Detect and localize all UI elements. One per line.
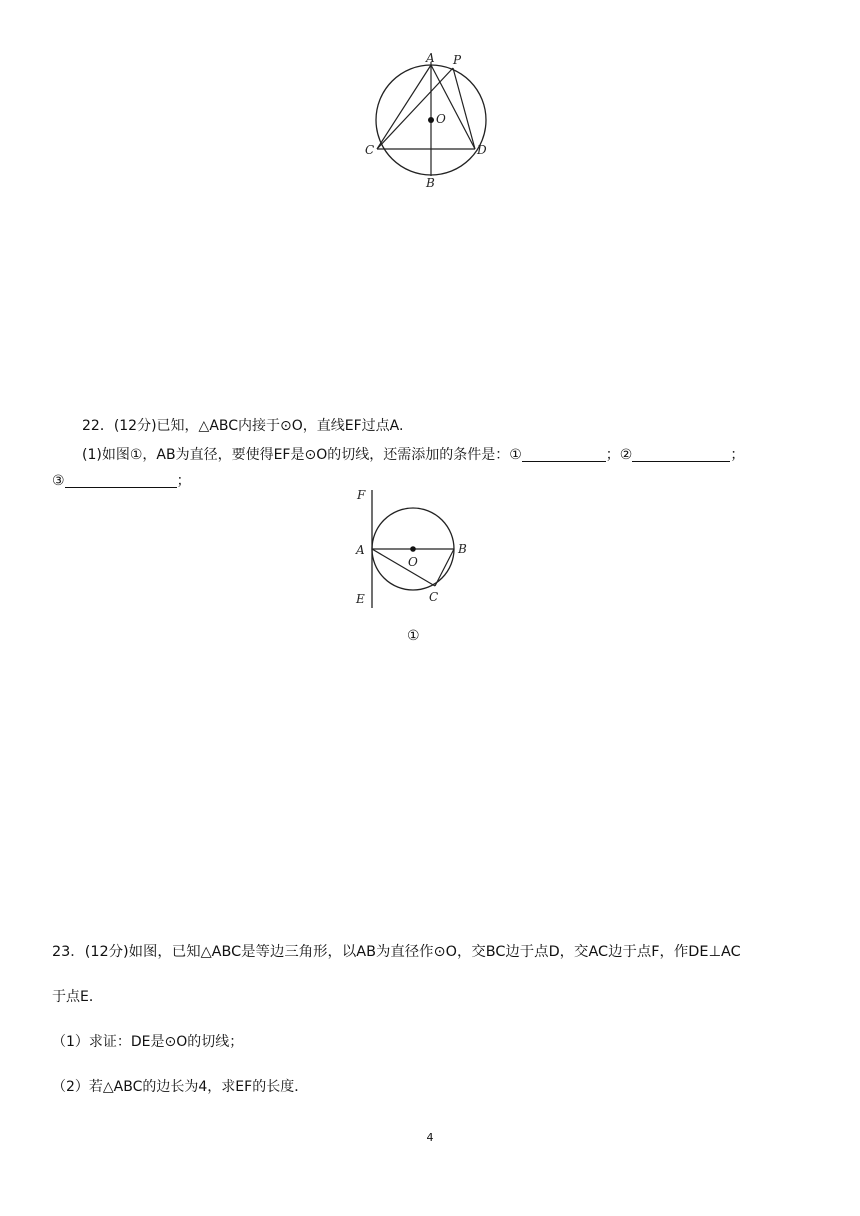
circle-figure-mid [350, 485, 480, 615]
q22-line2-text: (1)如图①，AB为直径，要使得EF是⊙O的切线，还需添加的条件是： [82, 447, 510, 463]
label-f: F [357, 488, 366, 502]
q22-line1: 22．(12分)已知，△ABC内接于⊙O，直线EF过点A. [82, 418, 404, 434]
page-number: 4 [426, 1131, 434, 1144]
label-p: P [453, 53, 462, 67]
label-e: E [356, 592, 365, 606]
line-ad [431, 65, 475, 149]
line-pd [453, 68, 475, 149]
q22-sep1: ； [605, 447, 620, 463]
q22-sep2: ； [730, 447, 745, 463]
line-cp [377, 68, 453, 149]
q22-mark1: ① [509, 447, 522, 463]
q22-blank1[interactable] [522, 447, 606, 462]
figure-caption: ① [407, 628, 420, 644]
center-dot [428, 117, 434, 123]
label-o: O [408, 555, 418, 569]
line-bc [435, 549, 454, 586]
q22-line3 [52, 471, 191, 491]
q23-line2: 于点E． [52, 989, 103, 1005]
q22-blank3[interactable] [65, 473, 177, 488]
label-a: A [356, 543, 365, 557]
q23-part1: （1）求证：DE是⊙O的切线； [52, 1034, 244, 1050]
circle-figure-top [360, 48, 500, 193]
q22-sep3: ； [176, 473, 191, 489]
line-ac [372, 549, 435, 586]
label-d: D [477, 143, 487, 157]
q23-line1: 23．(12分)如图，已知△ABC是等边三角形，以AB为直径作⊙O，交BC边于点D，交AC边于点F，作DE⊥AC [52, 944, 741, 960]
center-dot [410, 546, 416, 552]
q22-mark2: ② [619, 447, 633, 463]
q22-blank2[interactable] [632, 447, 730, 462]
q22-line2 [82, 445, 744, 465]
q23-part2: （2）若△ABC的边长为4，求EF的长度． [52, 1079, 309, 1095]
label-b: B [458, 542, 467, 556]
label-a: A [426, 51, 435, 65]
label-c: C [429, 590, 439, 604]
label-o: O [436, 112, 446, 126]
label-b: B [426, 176, 435, 190]
label-c: C [365, 143, 375, 157]
line-ca [377, 65, 431, 149]
q22-mark3: ③ [52, 473, 65, 489]
